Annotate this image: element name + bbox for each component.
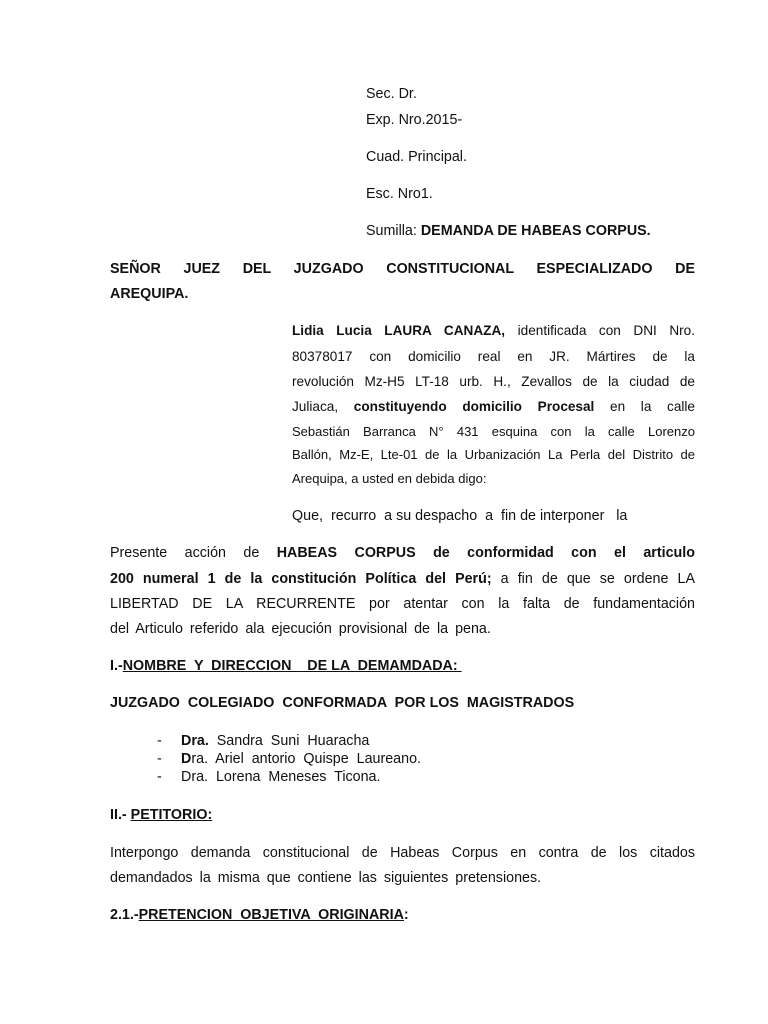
intro-line-5: Sebastián Barranca N° 431 esquina con la calle Lorenzo bbox=[292, 424, 695, 439]
action-line-3: LIBERTAD DE LA RECURRENTE por atentar con la falta de fundamentación bbox=[110, 596, 695, 612]
exp-line: Exp. Nro.2015- bbox=[366, 112, 463, 128]
sumilla-label: Sumilla: bbox=[366, 223, 421, 239]
juzgado-line: JUZGADO COLEGIADO CONFORMADA POR LOS MAGISTRADOS bbox=[110, 695, 575, 711]
action-line-4: del Articulo referido ala ejecución provisional de la pena. bbox=[110, 621, 491, 637]
section-2-1-heading: 2.1.-PRETENCION OBJETIVA ORIGINARIA: bbox=[110, 907, 409, 923]
list-item: - Dra. Sandra Suni Huaracha bbox=[157, 733, 370, 749]
cuad-line: Cuad. Principal. bbox=[366, 149, 467, 165]
intro-line-4: Juliaca, constituyendo domicilio Procesal en la calle bbox=[292, 399, 695, 414]
petitorio-line-1: Interpongo demanda constitucional de Habeas Corpus en contra de los citados bbox=[110, 845, 695, 861]
intro-line-2: 80378017 con domicilio real en JR. Mártires de la bbox=[292, 349, 695, 364]
section-1-heading: I.-NOMBRE Y DIRECCION DE LA DEMAMDADA: bbox=[110, 658, 462, 674]
plaintiff-name: Lidia Lucia LAURA CANAZA, bbox=[292, 323, 506, 338]
petitorio-line-2: demandados la misma que contiene las siguientes pretensiones. bbox=[110, 870, 542, 886]
sumilla-value: DEMANDA DE HABEAS CORPUS. bbox=[420, 223, 651, 239]
magistrates-list bbox=[157, 732, 421, 786]
addressee-line-2: AREQUIPA. bbox=[110, 286, 189, 302]
intro-line-7: Arequipa, a usted en debida digo: bbox=[292, 471, 487, 486]
list-item: - Dra. Ariel antorio Quispe Laureano. bbox=[157, 751, 422, 767]
action-line-1: Presente acción de HABEAS CORPUS de conformidad con el articulo bbox=[110, 545, 695, 561]
section-2-heading: II.- PETITORIO: bbox=[110, 807, 213, 823]
que-line: Que, recurro a su despacho a fin de interponer la bbox=[292, 508, 628, 524]
intro-line-1: Lidia Lucia LAURA CANAZA, identificada con DNI Nro. bbox=[292, 323, 696, 338]
esc-line: Esc. Nro1. bbox=[366, 186, 433, 202]
sec-line: Sec. Dr. bbox=[366, 86, 417, 102]
action-line-2: 200 numeral 1 de la constitución Política del Perú; a fin de que se ordene LA bbox=[110, 571, 695, 587]
addressee-line-1: SEÑOR JUEZ DEL JUZGADO CONSTITUCIONAL ESPECIALIZADO DE bbox=[110, 261, 695, 277]
sumilla-line bbox=[366, 223, 651, 239]
intro-line-3: revolución Mz-H5 LT-18 urb. H., Zevallos de la ciudad de bbox=[292, 374, 695, 389]
list-item: - Dra. Lorena Meneses Ticona. bbox=[157, 769, 381, 785]
intro-line-6: Ballón, Mz-E, Lte-01 de la Urbanización La Perla del Distrito de bbox=[292, 447, 695, 462]
